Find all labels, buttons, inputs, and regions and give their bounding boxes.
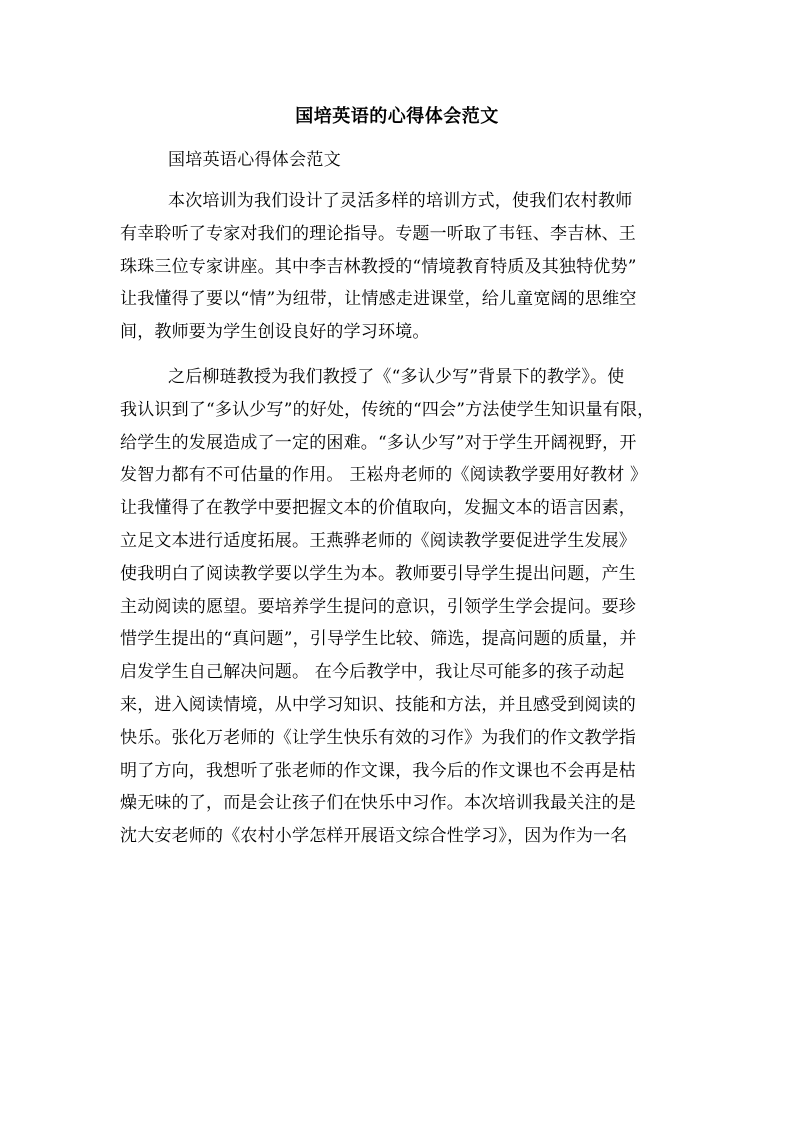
paragraph-1	[120, 185, 678, 349]
text-line: 发智力都有不可估量的作用。 王崧舟老师的《阅读教学要用好教材 》	[120, 465, 648, 486]
paragraph-2	[120, 361, 678, 853]
text-line: 沈大安老师的《农村小学怎样开展语文综合性学习》，因为作为一名	[120, 826, 628, 847]
text-line: 燥无味的了，而是会让孩子们在快乐中习作。本次培训我最关注的是	[120, 793, 636, 814]
text-line: 来，进入阅读情境，从中学习知识、技能和方法，并且感受到阅读的	[120, 694, 636, 715]
document-body	[120, 185, 678, 853]
text-line: 给学生的发展造成了一定的困难。“多认少写”对于学生开阔视野，开	[120, 432, 637, 453]
text-line: 有幸聆听了专家对我们的理论指导。专题一听取了韦钰、李吉林、王	[120, 223, 636, 244]
document-title: 国培英语的心得体会范文	[295, 106, 499, 127]
paragraph-gap	[120, 349, 678, 361]
text-line: 珠珠三位专家讲座。其中李吉林教授的“情境教育特质及其独特优势”	[120, 256, 637, 277]
text-line: 让我懂得了在教学中要把握文本的价值取向，发掘文本的语言因素，	[120, 498, 636, 519]
text-line: 快乐。张化万老师的《让学生快乐有效的习作》为我们的作文教学指	[120, 727, 636, 748]
text-line: 本次培训为我们设计了灵活多样的培训方式，使我们农村教师	[168, 191, 633, 211]
text-line: 立足文本进行适度拓展。王燕骅老师的《阅读教学要促进学生发展》	[120, 530, 636, 551]
text-line: 启发学生自己解决问题。 在今后教学中，我让尽可能多的孩子动起	[120, 662, 625, 683]
text-line: 主动阅读的愿望。要培养学生提问的意识，引领学生学会提问。要珍	[120, 596, 636, 617]
text-line: 之后柳琏教授为我们教授了《“多认少写”背景下的教学》。使	[168, 366, 625, 387]
document-subtitle: 国培英语心得体会范文	[168, 150, 341, 170]
text-line: 我认识到了“多认少写”的好处，传统的“四会”方法使学生知识量有限，	[120, 399, 655, 420]
text-line: 让我懂得了要以“情”为纽带，让情感走进课堂，给儿童宽阔的思维空	[120, 289, 637, 310]
text-line: 间，教师要为学生创设良好的学习环境。	[120, 322, 430, 343]
text-line: 明了方向，我想听了张老师的作文课，我今后的作文课也不会再是枯	[120, 760, 636, 781]
text-line: 惜学生提出的“真问题”，引导学生比较、筛选，提高问题的质量，并	[120, 629, 637, 650]
text-line: 使我明白了阅读教学要以学生为本。教师要引导学生提出问题，产生	[120, 563, 636, 584]
